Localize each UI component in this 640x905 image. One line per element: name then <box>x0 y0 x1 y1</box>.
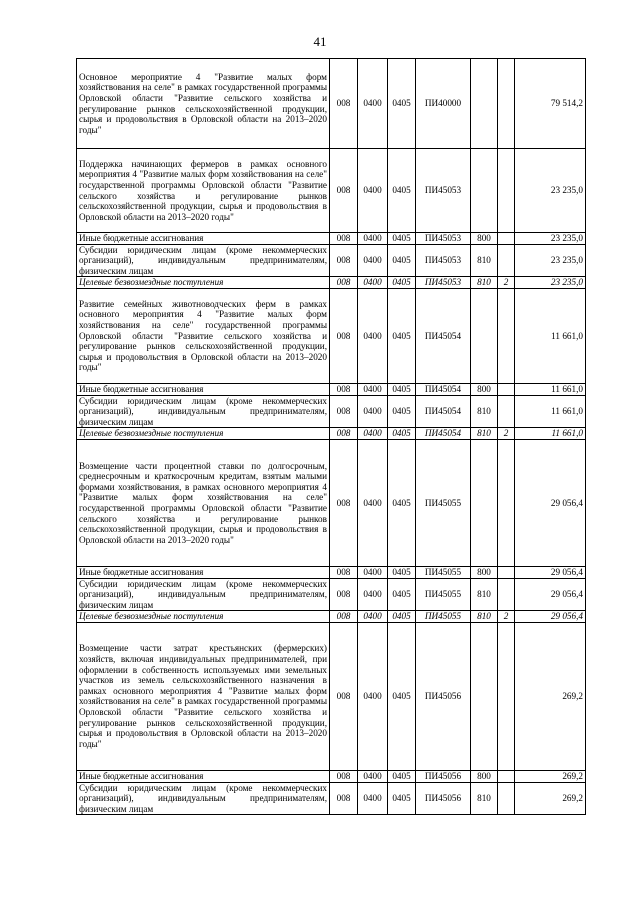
subsection-code-cell: 0405 <box>388 611 416 623</box>
gr-code-cell: 008 <box>330 622 358 770</box>
section-code-cell: 0400 <box>358 277 388 289</box>
gr-code-cell: 008 <box>330 782 358 815</box>
section-code-cell: 0400 <box>358 59 388 149</box>
source-code-cell <box>498 439 515 566</box>
amount-cell: 269,2 <box>515 770 586 782</box>
row-name-cell: Возмещение части процентной ставки по долгосрочным, среднесрочным и краткосрочным кредитам, взятым малыми формами хозяйствования, в рамках основного мероприятия 4 "Развитие малых форм хозяйствования на селе" государственной программы Орловской области "Развитие сельского хозяйства и регулирование рынков сельскохозяйственной продукции, сырья и продовольствия в Орловской области на 2013–2020 годы" <box>77 439 330 566</box>
target-article-cell: ПИ45054 <box>416 288 471 383</box>
gr-code-cell: 008 <box>330 233 358 245</box>
expense-type-cell: 810 <box>471 395 498 428</box>
table-row <box>77 149 586 233</box>
target-article-cell: ПИ45053 <box>416 277 471 289</box>
amount-cell: 11 661,0 <box>515 395 586 428</box>
gr-code-cell: 008 <box>330 288 358 383</box>
source-code-cell <box>498 395 515 428</box>
amount-cell: 29 056,4 <box>515 566 586 578</box>
source-code-cell <box>498 782 515 815</box>
table-row <box>77 611 586 623</box>
row-name-cell: Иные бюджетные ассигнования <box>77 383 330 395</box>
section-code-cell: 0400 <box>358 622 388 770</box>
section-code-cell: 0400 <box>358 288 388 383</box>
subsection-code-cell: 0405 <box>388 622 416 770</box>
expense-type-cell: 810 <box>471 277 498 289</box>
table-row <box>77 770 586 782</box>
expense-type-cell <box>471 288 498 383</box>
table-row <box>77 395 586 428</box>
section-code-cell: 0400 <box>358 578 388 611</box>
source-code-cell <box>498 622 515 770</box>
target-article-cell: ПИ45053 <box>416 149 471 233</box>
table-row <box>77 59 586 149</box>
section-code-cell: 0400 <box>358 439 388 566</box>
expense-type-cell: 800 <box>471 233 498 245</box>
expense-type-cell <box>471 59 498 149</box>
subsection-code-cell: 0405 <box>388 288 416 383</box>
expense-type-cell: 810 <box>471 244 498 277</box>
row-name-cell: Иные бюджетные ассигнования <box>77 233 330 245</box>
row-name-cell: Субсидии юридическим лицам (кроме некоммерческих организаций), индивидуальным предпринимателям, физическим лицам <box>77 244 330 277</box>
expense-type-cell: 810 <box>471 611 498 623</box>
source-code-cell: 2 <box>498 428 515 440</box>
expense-type-cell: 810 <box>471 578 498 611</box>
gr-code-cell: 008 <box>330 566 358 578</box>
table-row <box>77 244 586 277</box>
subsection-code-cell: 0405 <box>388 59 416 149</box>
target-article-cell: ПИ45054 <box>416 383 471 395</box>
expense-type-cell: 810 <box>471 428 498 440</box>
row-name-cell: Целевые безвозмездные поступления <box>77 611 330 623</box>
row-name-cell: Субсидии юридическим лицам (кроме некоммерческих организаций), индивидуальным предпринимателям, физическим лицам <box>77 782 330 815</box>
subsection-code-cell: 0405 <box>388 277 416 289</box>
subsection-code-cell: 0405 <box>388 439 416 566</box>
expense-type-cell: 810 <box>471 782 498 815</box>
subsection-code-cell: 0405 <box>388 578 416 611</box>
source-code-cell: 2 <box>498 611 515 623</box>
row-name-cell: Иные бюджетные ассигнования <box>77 770 330 782</box>
section-code-cell: 0400 <box>358 149 388 233</box>
table-row <box>77 233 586 245</box>
target-article-cell: ПИ40000 <box>416 59 471 149</box>
target-article-cell: ПИ45054 <box>416 395 471 428</box>
section-code-cell: 0400 <box>358 395 388 428</box>
target-article-cell: ПИ45053 <box>416 233 471 245</box>
target-article-cell: ПИ45054 <box>416 428 471 440</box>
source-code-cell <box>498 383 515 395</box>
section-code-cell: 0400 <box>358 782 388 815</box>
subsection-code-cell: 0405 <box>388 428 416 440</box>
subsection-code-cell: 0405 <box>388 566 416 578</box>
amount-cell: 79 514,2 <box>515 59 586 149</box>
expense-type-cell <box>471 149 498 233</box>
budget-table <box>76 58 586 815</box>
subsection-code-cell: 0405 <box>388 383 416 395</box>
section-code-cell: 0400 <box>358 428 388 440</box>
table-row <box>77 288 586 383</box>
expense-type-cell <box>471 622 498 770</box>
amount-cell: 23 235,0 <box>515 244 586 277</box>
amount-cell: 29 056,4 <box>515 578 586 611</box>
row-name-cell: Основное мероприятие 4 "Развитие малых форм хозяйствования на селе" в рамках государственной программы Орловской области "Развитие сельского хозяйства и регулирование рынков сельскохозяйственной продукции, сырья и продовольствия в Орловской области на 2013–2020 годы" <box>77 59 330 149</box>
section-code-cell: 0400 <box>358 383 388 395</box>
row-name-cell: Целевые безвозмездные поступления <box>77 428 330 440</box>
section-code-cell: 0400 <box>358 611 388 623</box>
source-code-cell: 2 <box>498 277 515 289</box>
amount-cell: 11 661,0 <box>515 428 586 440</box>
table-row <box>77 622 586 770</box>
expense-type-cell <box>471 439 498 566</box>
source-code-cell <box>498 770 515 782</box>
row-name-cell: Субсидии юридическим лицам (кроме некоммерческих организаций), индивидуальным предпринимателям, физическим лицам <box>77 578 330 611</box>
table-row <box>77 782 586 815</box>
amount-cell: 23 235,0 <box>515 149 586 233</box>
section-code-cell: 0400 <box>358 244 388 277</box>
source-code-cell <box>498 59 515 149</box>
gr-code-cell: 008 <box>330 277 358 289</box>
gr-code-cell: 008 <box>330 59 358 149</box>
target-article-cell: ПИ45055 <box>416 566 471 578</box>
gr-code-cell: 008 <box>330 770 358 782</box>
target-article-cell: ПИ45055 <box>416 578 471 611</box>
target-article-cell: ПИ45056 <box>416 782 471 815</box>
row-name-cell: Иные бюджетные ассигнования <box>77 566 330 578</box>
gr-code-cell: 008 <box>330 428 358 440</box>
row-name-cell: Развитие семейных животноводческих ферм в рамках основного мероприятия 4 "Развитие малых форм хозяйствования на селе" государственной программы Орловской области "Развитие сельского хозяйства и регулирование рынков сельскохозяйственной продукции, сырья и продовольствия в Орловской области на 2013–2020 годы" <box>77 288 330 383</box>
row-name-cell: Возмещение части затрат крестьянских (фермерских) хозяйств, включая индивидуальных предпринимателей, при оформлении в собственность используемых ими земельных участков из земель сельскохозяйственного назначения в рамках основного мероприятия 4 "Развитие малых форм хозяйствования на селе" в рамках государственной программы Орловской области "Развитие сельского хозяйства и регулирование рынков сельскохозяйственной продукции, сырья и продовольствия в Орловской области на 2013–2020 годы" <box>77 622 330 770</box>
source-code-cell <box>498 288 515 383</box>
target-article-cell: ПИ45053 <box>416 244 471 277</box>
source-code-cell <box>498 566 515 578</box>
amount-cell: 29 056,4 <box>515 439 586 566</box>
expense-type-cell: 800 <box>471 383 498 395</box>
amount-cell: 23 235,0 <box>515 233 586 245</box>
gr-code-cell: 008 <box>330 395 358 428</box>
table-body <box>77 59 586 815</box>
section-code-cell: 0400 <box>358 566 388 578</box>
row-name-cell: Субсидии юридическим лицам (кроме некоммерческих организаций), индивидуальным предпринимателям, физическим лицам <box>77 395 330 428</box>
table-row <box>77 578 586 611</box>
target-article-cell: ПИ45055 <box>416 439 471 566</box>
subsection-code-cell: 0405 <box>388 782 416 815</box>
subsection-code-cell: 0405 <box>388 244 416 277</box>
amount-cell: 11 661,0 <box>515 288 586 383</box>
source-code-cell <box>498 578 515 611</box>
amount-cell: 23 235,0 <box>515 277 586 289</box>
subsection-code-cell: 0405 <box>388 395 416 428</box>
source-code-cell <box>498 244 515 277</box>
page-number: 41 <box>313 34 327 49</box>
gr-code-cell: 008 <box>330 383 358 395</box>
expense-type-cell: 800 <box>471 770 498 782</box>
target-article-cell: ПИ45055 <box>416 611 471 623</box>
target-article-cell: ПИ45056 <box>416 622 471 770</box>
expense-type-cell: 800 <box>471 566 498 578</box>
table-row <box>77 439 586 566</box>
table-row <box>77 428 586 440</box>
table-row <box>77 277 586 289</box>
row-name-cell: Целевые безвозмездные поступления <box>77 277 330 289</box>
row-name-cell: Поддержка начинающих фермеров в рамках основного мероприятия 4 "Развитие малых форм хозяйствования на селе" государственной программы Орловской области "Развитие сельского хозяйства и регулирование рынков сельскохозяйственной продукции, сырья и продовольствия в Орловской области на 2013–2020 годы" <box>77 149 330 233</box>
amount-cell: 269,2 <box>515 782 586 815</box>
source-code-cell <box>498 149 515 233</box>
amount-cell: 269,2 <box>515 622 586 770</box>
gr-code-cell: 008 <box>330 244 358 277</box>
section-code-cell: 0400 <box>358 770 388 782</box>
target-article-cell: ПИ45056 <box>416 770 471 782</box>
table-row <box>77 566 586 578</box>
section-code-cell: 0400 <box>358 233 388 245</box>
amount-cell: 29 056,4 <box>515 611 586 623</box>
amount-cell: 11 661,0 <box>515 383 586 395</box>
gr-code-cell: 008 <box>330 149 358 233</box>
table-row <box>77 383 586 395</box>
gr-code-cell: 008 <box>330 611 358 623</box>
subsection-code-cell: 0405 <box>388 233 416 245</box>
gr-code-cell: 008 <box>330 578 358 611</box>
gr-code-cell: 008 <box>330 439 358 566</box>
source-code-cell <box>498 233 515 245</box>
subsection-code-cell: 0405 <box>388 770 416 782</box>
subsection-code-cell: 0405 <box>388 149 416 233</box>
